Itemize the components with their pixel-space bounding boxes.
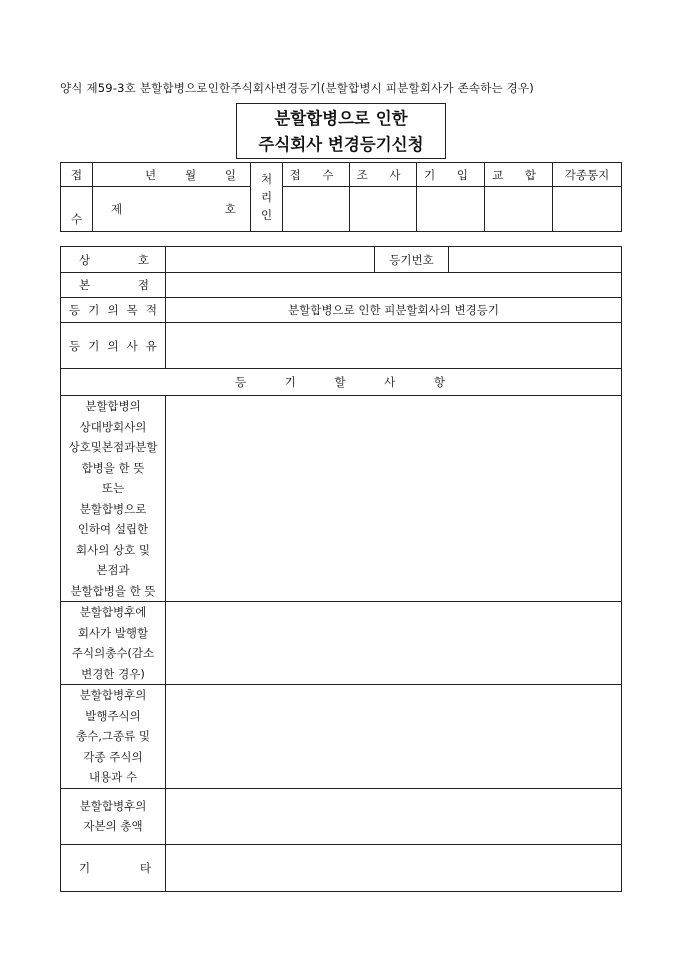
other-label: 기 타 (61, 844, 166, 891)
head-office-field[interactable] (166, 273, 622, 298)
reason-label: 등 기 의 사 유 (61, 323, 166, 369)
year-label: 년 (145, 167, 157, 182)
col-entry: 기 입 (417, 163, 485, 187)
item-merger-counterpart-field[interactable] (166, 396, 622, 602)
review-stamp-cell[interactable] (350, 187, 417, 232)
form-title (236, 103, 446, 159)
item-authorized-shares-field[interactable] (166, 602, 622, 685)
reason-field[interactable] (166, 323, 622, 369)
col-verify: 교 합 (485, 163, 553, 187)
number-suffix: 호 (224, 202, 236, 216)
receipt-date-cell[interactable] (93, 163, 251, 187)
company-name-label: 상 호 (61, 247, 166, 273)
company-name-field[interactable] (166, 247, 375, 273)
col-review: 조 사 (350, 163, 417, 187)
item-capital-label: 분할합병후의 자본의 총액 (61, 788, 166, 844)
month-label: 월 (184, 167, 197, 182)
application-table (60, 246, 622, 892)
item-merger-counterpart-label: 분할합병의 상대방회사의 상호및본점과분할 합병을 한 뜻 또는 분할합병으로 인하여 설립한 회사의 상호 및 본점과 분할합병을 한 뜻 (61, 396, 166, 602)
title-line-1: 분할합병으로 인한 (274, 109, 408, 128)
col-receipt: 접 수 (283, 163, 350, 187)
receipt-stamp-cell[interactable] (283, 187, 350, 232)
day-label: 일 (224, 167, 236, 182)
receipt-label-bottom: 수 (61, 187, 93, 232)
reg-number-field[interactable] (449, 247, 622, 273)
receipt-label-top: 접 (61, 163, 93, 187)
purpose-value: 분할합병으로 인한 피분할회사의 변경등기 (166, 298, 622, 323)
processor-label: 처 리 인 (251, 163, 283, 232)
item-capital-field[interactable] (166, 788, 622, 844)
entry-stamp-cell[interactable] (417, 187, 485, 232)
item-authorized-shares-label: 분할합병후에 회사가 발행할 주식의총수(감소 변경한 경우) (61, 602, 166, 685)
verify-stamp-cell[interactable] (485, 187, 553, 232)
section-header: 등 기 할 사 항 (61, 369, 622, 396)
item-issued-shares-label: 분할합병후의 발행주식의 총수,그종류 및 각종 주식의 내용과 수 (61, 685, 166, 789)
reg-number-label: 등기번호 (375, 247, 449, 273)
form-number-label: 양식 제59-3호 분할합병으로인한주식회사변경등기(분할합병시 피분할회사가 존속하는 경우) (60, 81, 534, 95)
head-office-label: 본 점 (61, 273, 166, 298)
reception-table (60, 162, 622, 232)
other-field[interactable] (166, 844, 622, 891)
title-line-2: 주식회사 변경등기신청 (258, 135, 424, 154)
notices-stamp-cell[interactable] (553, 187, 622, 232)
item-issued-shares-field[interactable] (166, 685, 622, 789)
col-notices: 각종통지 (553, 163, 622, 187)
receipt-number-cell[interactable] (93, 187, 251, 232)
number-prefix: 제 (111, 202, 123, 216)
purpose-label: 등 기 의 목 적 (61, 298, 166, 323)
